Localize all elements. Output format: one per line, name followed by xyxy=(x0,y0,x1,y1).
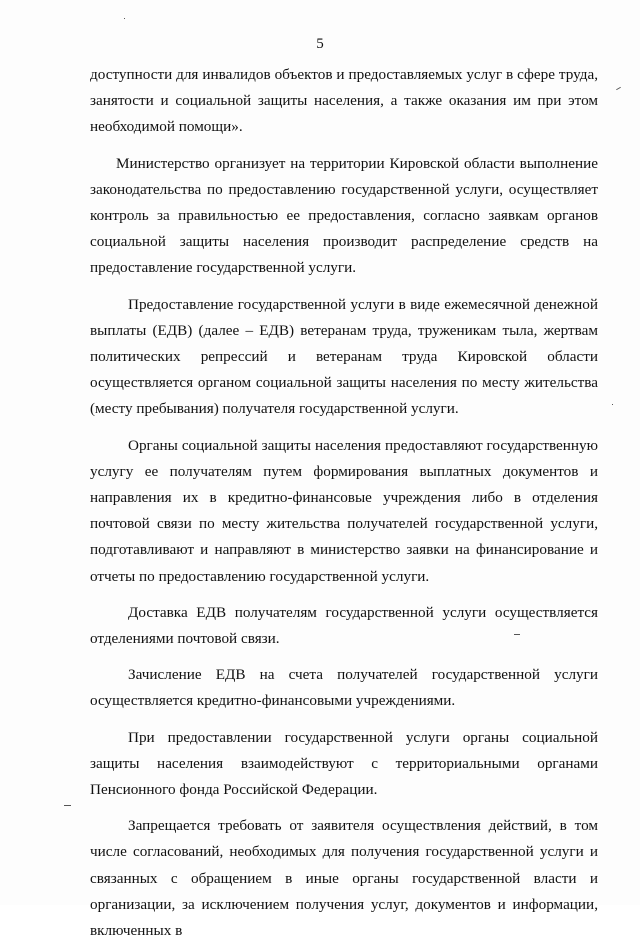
paragraph-edv-crediting: Зачисление ЕДВ на счета получателей государственной услуги осуществляется кредитно-финансовыми учреждениями. xyxy=(90,666,598,710)
paragraph-pension-fund-interaction: При предоставлении государственной услуги органы социальной защиты населения взаимодействуют с территориальными органами Пенсионного фонда Российской Федерации. xyxy=(90,728,598,799)
page-number: 5 xyxy=(316,36,324,52)
scan-mark xyxy=(124,18,125,19)
paragraph-continuation: доступности для инвалидов объектов и предоставляемых услуг в сфере труда, занятости и социальной защиты населения, а также оказания им при этом необходимой помощи». xyxy=(90,66,598,136)
document-body xyxy=(90,62,598,944)
paragraph-edv-provision: Предоставление государственной услуги в виде ежемесячной денежной выплаты (ЕДВ) (далее – ЕДВ) ветеранам труда, труженикам тыла, жертвам политических репрессий и ветеранам труда Кировской области осуществляется органом социальной защиты населения по месту жительства (месту пребывания) получателя государственной услуги. xyxy=(90,295,598,418)
scan-mark xyxy=(612,404,613,405)
scan-mark xyxy=(616,87,621,90)
paragraph-edv-delivery: Доставка ЕДВ получателям государственной услуги осуществляется отделениями почтовой связи. xyxy=(90,603,598,648)
paragraph-prohibition: Запрещается требовать от заявителя осуществления действий, в том числе согласований, необходимых для получения государственной услуги и связанных с обращением в иные органы государственной власти и организации, за исключением получения услуг, документов и информации, включенных в xyxy=(90,817,598,940)
paragraph-ministry-duties: Министерство организует на территории Кировской области выполнение законодательства по предоставлению государственной услуги, осуществляет контроль за правильностью ее предоставления, согласно заявкам органов социальной защиты населения производит распределение средств на предоставление государственной услуги. xyxy=(90,154,598,277)
scan-mark xyxy=(514,634,520,635)
paragraph-social-protection-bodies: Органы социальной защиты населения предоставляют государственную услугу ее получателям путем формирования выплатных документов и направления их в кредитно-финансовые учреждения либо в отделения почтовой связи по месту жительства получателей государственной услуги, подготавливают и направляют в министерство заявки на финансирование и отчеты по предоставлению государственной услуги. xyxy=(90,436,598,585)
scan-mark xyxy=(64,805,71,806)
